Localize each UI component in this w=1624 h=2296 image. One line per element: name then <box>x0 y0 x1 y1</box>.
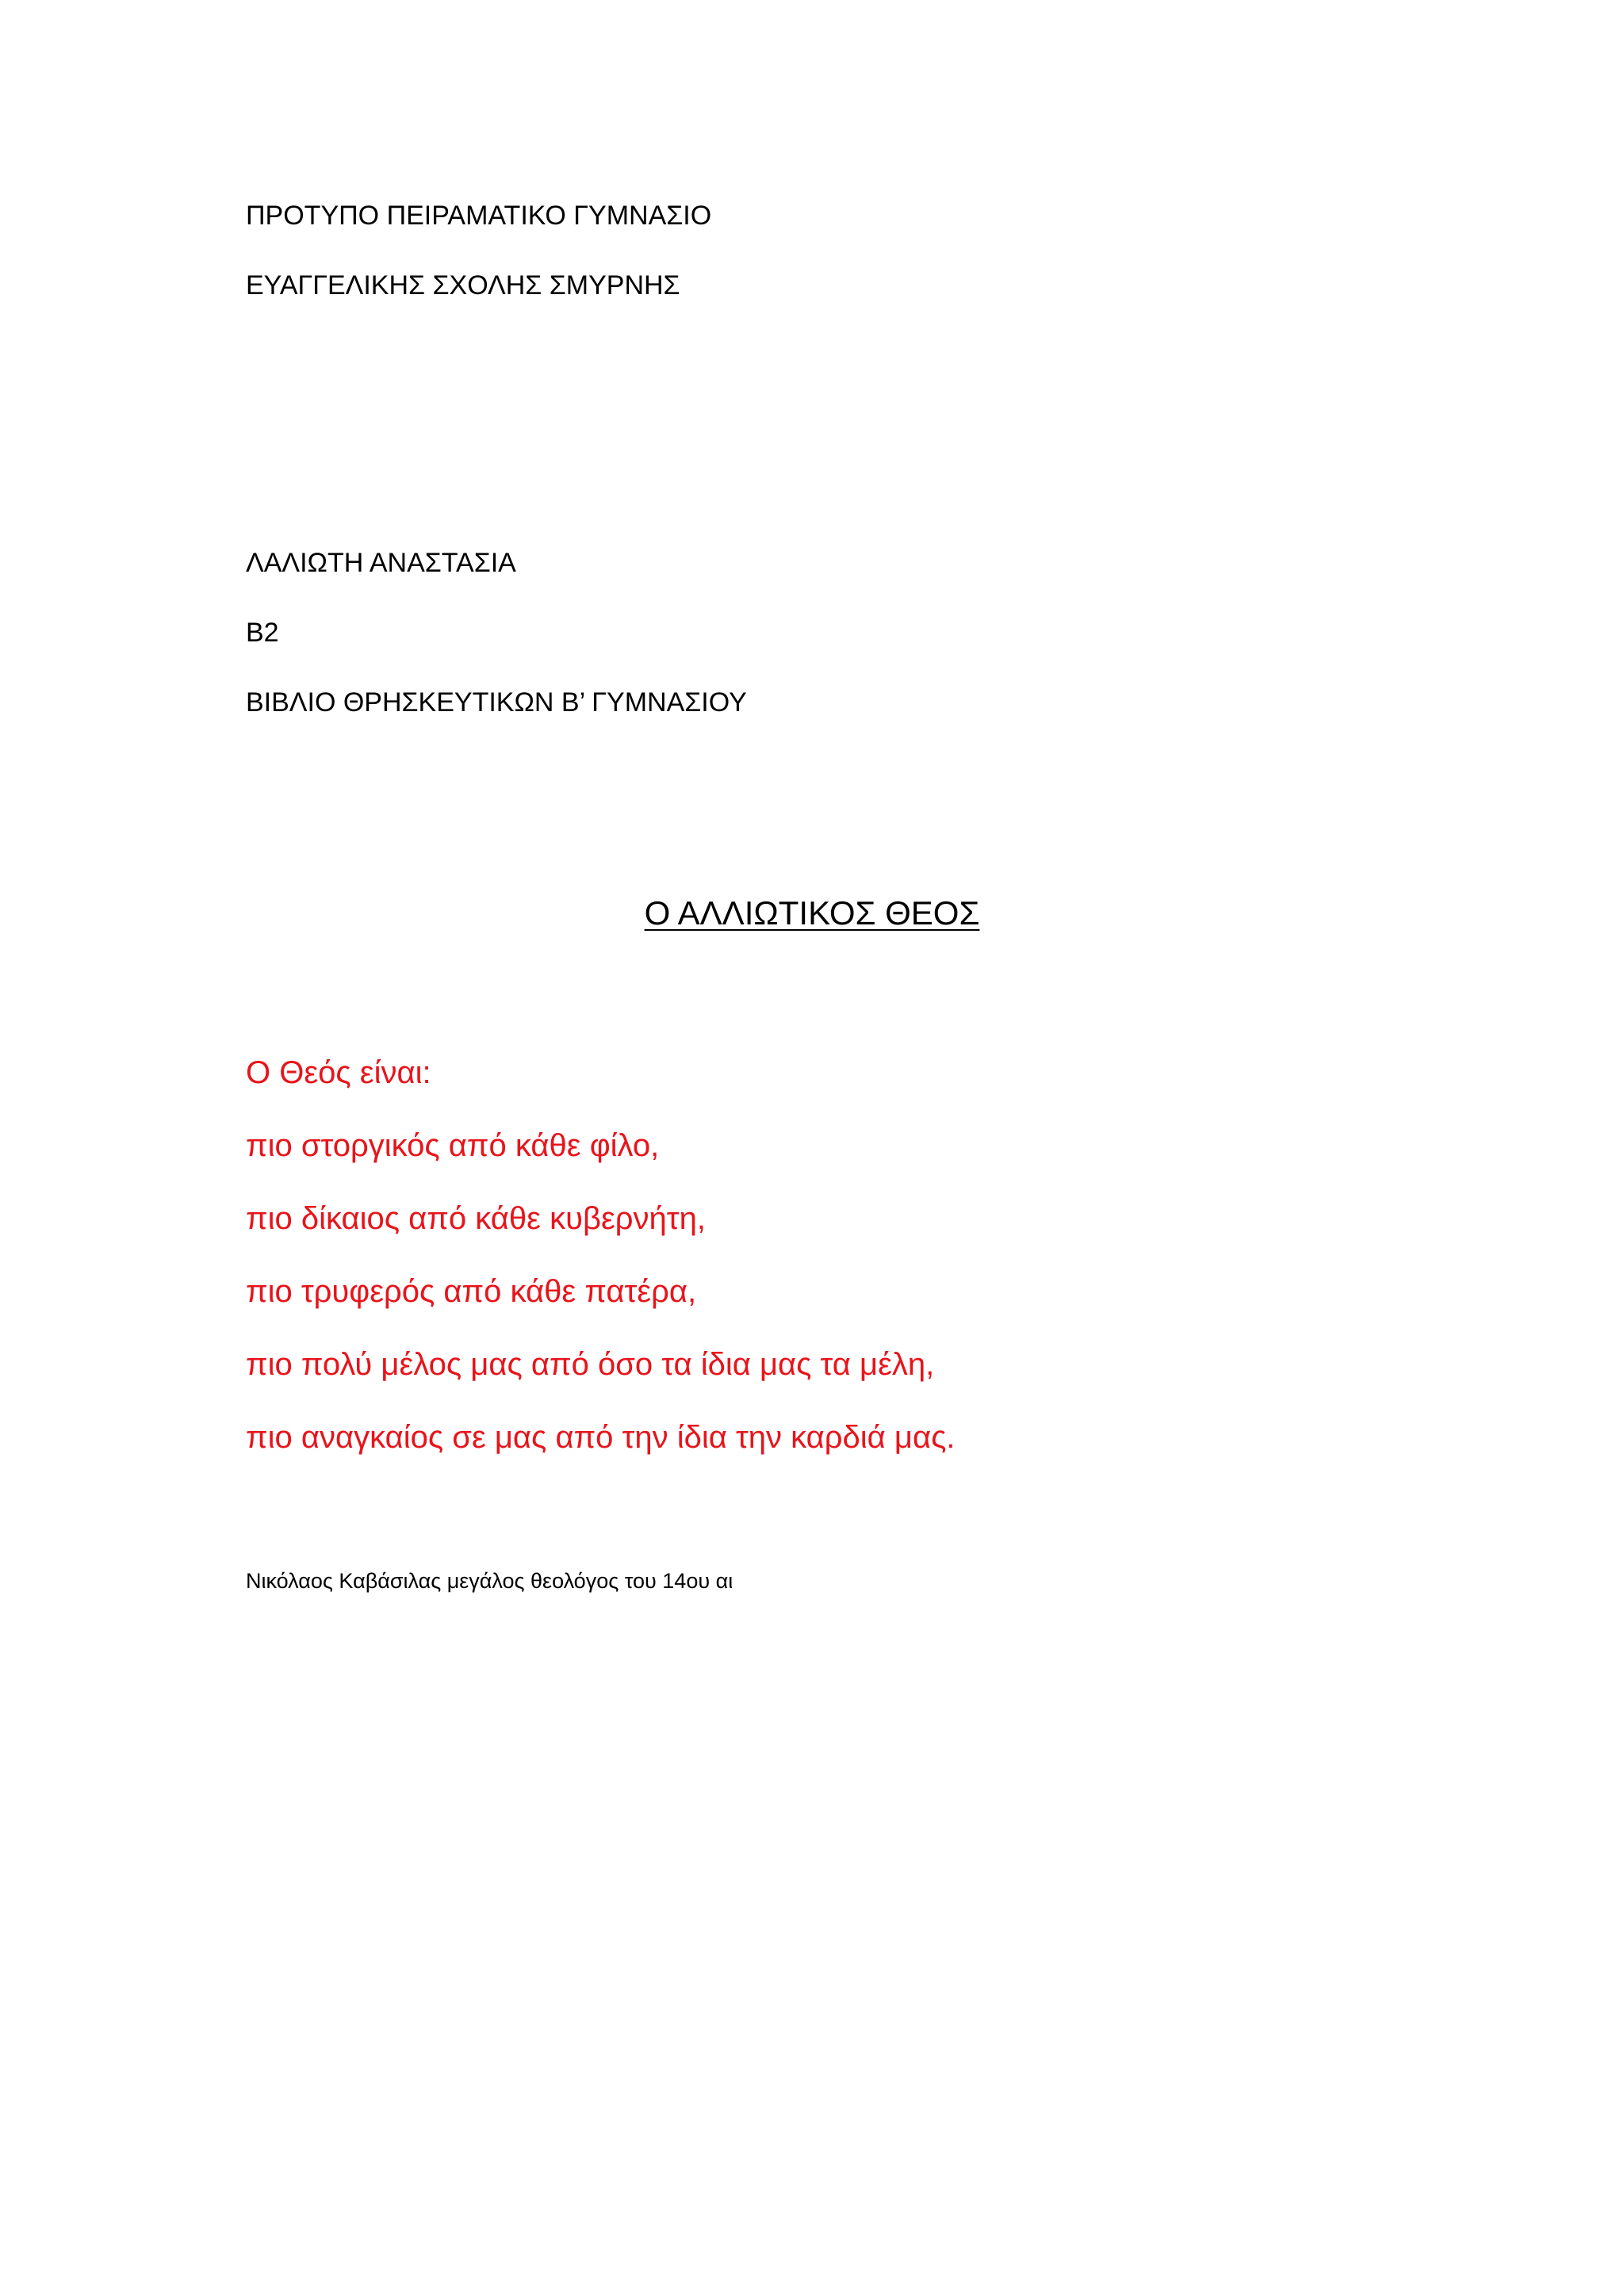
quote-line: πιο πολύ μέλος μας από όσο τα ίδια μας τα μέλη, <box>246 1347 935 1382</box>
quote-block <box>246 1054 955 1492</box>
document-title: Ο ΑΛΛΙΩΤΙΚΟΣ ΘΕΟΣ <box>644 894 980 932</box>
school-name-line-2: ΕΥΑΓΓΕΛΙΚΗΣ ΣΧΟΛΗΣ ΣΜΥΡΝΗΣ <box>246 270 680 300</box>
book-title: ΒΙΒΛΙΟ ΘΡΗΣΚΕΥΤΙΚΩΝ Β’ ΓΥΜΝΑΣΙΟΥ <box>246 687 747 718</box>
quote-line: πιο στοργικός από κάθε φίλο, <box>246 1128 660 1163</box>
quote-attribution: Νικόλαος Καβάσιλας μεγάλος θεολόγος του 14ου αι <box>246 1569 733 1593</box>
quote-line: πιο δίκαιος από κάθε κυβερνήτη, <box>246 1201 706 1236</box>
quote-line: πιο αναγκαίος σε μας από την ίδια την καρδιά μας. <box>246 1420 956 1455</box>
quote-line: Ο Θεός είναι: <box>246 1055 431 1090</box>
quote-line: πιο τρυφερός από κάθε πατέρα, <box>246 1274 697 1309</box>
school-name-line-1: ΠΡΟΤΥΠΟ ΠΕΙΡΑΜΑΤΙΚΟ ΓΥΜΝΑΣΙΟ <box>246 201 712 231</box>
student-name: ΛΑΛΙΩΤΗ ΑΝΑΣΤΑΣΙΑ <box>246 548 516 578</box>
student-class: Β2 <box>246 618 279 648</box>
